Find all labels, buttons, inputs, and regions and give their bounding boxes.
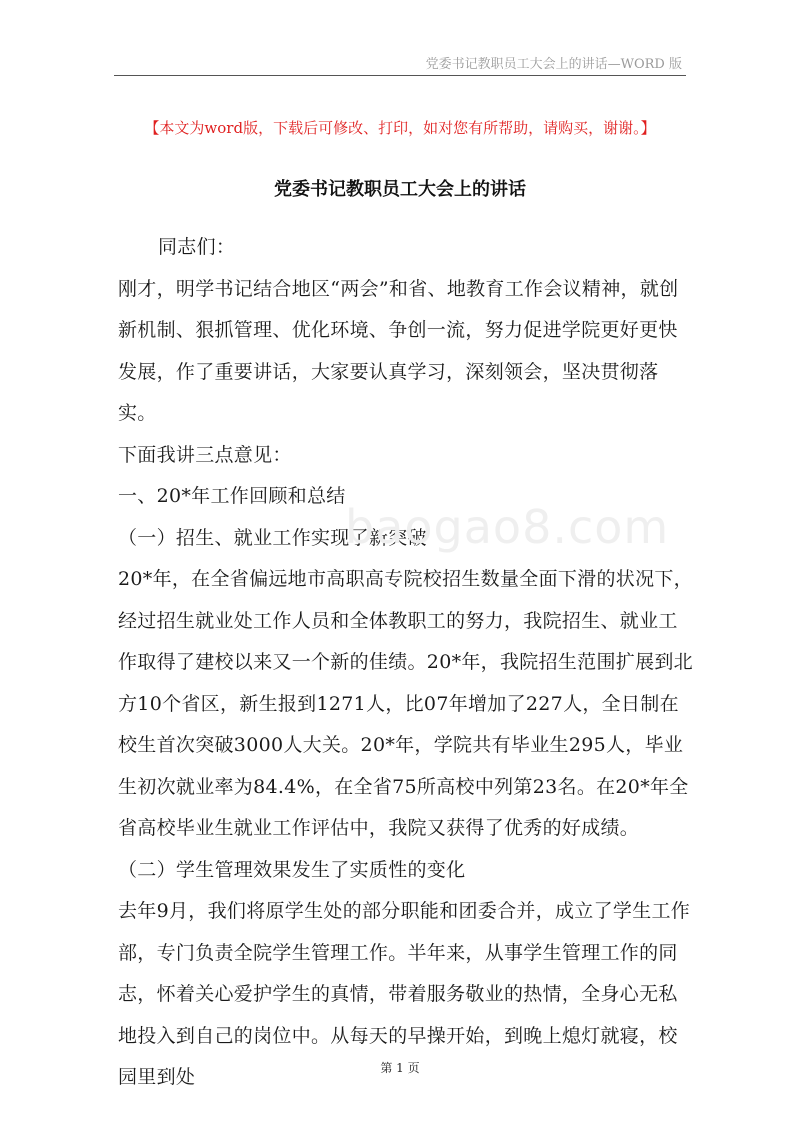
- download-notice: 【本文为word版，下载后可修改、打印，如对您有所帮助，请购买，谢谢。】: [144, 119, 656, 137]
- document-title: 党委书记教职员工大会上的讲话: [274, 179, 526, 200]
- paragraph: 刚才，明学书记结合地区“两会”和省、地教育工作会议精神，就创新机制、狠抓管理、优化环境、争创一流，努力促进学院更好更快发展，作了重要讲话，大家要认真学习，深刻领会，坚决贯彻落实。: [118, 277, 679, 424]
- salutation: 同志们：: [158, 236, 236, 258]
- running-header: 党委书记教职员工大会上的讲话—WORD 版: [425, 57, 682, 72]
- document-body: [118, 227, 694, 1099]
- watermark: baogao8.com: [345, 500, 670, 554]
- subsection-heading: （一）招生、就业工作实现了新突破: [118, 526, 427, 549]
- paragraph: 20*年，在全省偏远地市高职高专院校招生数量全面下滑的状况下，经过招生就业处工作人员和全体教职工的努力，我院招生、就业工作取得了建校以来又一个新的佳绩。20*年，我院招生范围扩展到北方10个省区，新生报到1271人，比07年增加了227人，全日制在校生首次突破3000人大关。20*年，学院共有毕业生295人，毕业生初次就业率为84.4%，在全省75所高校中列第23名。在20*年全省高校毕业生就业工作评估中，我院又获得了优秀的好成绩。: [118, 568, 693, 839]
- section-heading: 一、20*年工作回顾和总结: [118, 485, 346, 507]
- paragraph: 下面我讲三点意见：: [118, 443, 292, 466]
- paragraph: 去年9月，我们将原学生处的部分职能和团委合并，成立了学生工作部，专门负责全院学生管理工作。半年来，从事学生管理工作的同志，怀着关心爱护学生的真情，带着服务敬业的热情，全身心无私地投入到自己的岗位中。从每天的早操开始，到晚上熄灯就寝，校园里到处: [118, 900, 691, 1088]
- page-number: 第 1 页: [380, 1061, 420, 1075]
- subsection-heading: （二）学生管理效果发生了实质性的变化: [118, 858, 466, 881]
- header-divider: [114, 75, 686, 76]
